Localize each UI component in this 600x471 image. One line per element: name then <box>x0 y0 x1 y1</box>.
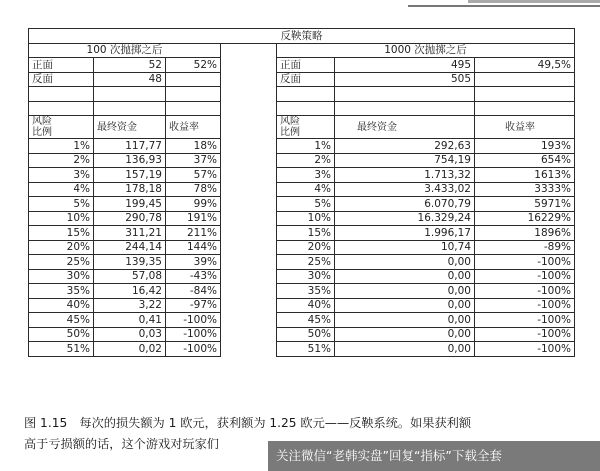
return-100-cell: 39% <box>166 255 221 270</box>
capital-1000-cell: 0,00 <box>335 313 475 328</box>
spacer-cell <box>221 240 277 255</box>
capital-1000-cell: 1.996,17 <box>335 226 475 241</box>
spacer-cell <box>221 72 277 87</box>
empty-cell <box>277 101 335 116</box>
spacer-cell <box>221 116 277 139</box>
empty-cell <box>94 87 166 102</box>
return-100-cell: 57% <box>166 168 221 183</box>
empty-cell <box>475 87 575 102</box>
risk-cell: 51% <box>29 342 94 357</box>
risk-cell: 4% <box>29 182 94 197</box>
table-row <box>29 284 575 299</box>
empty-cell <box>94 101 166 116</box>
watermark-banner: 关注微信“老韩实盘”回复“指标”下载全套 <box>268 441 600 471</box>
table-row <box>29 211 575 226</box>
return-100-cell: 18% <box>166 139 221 154</box>
anti-martingale-table <box>28 28 575 357</box>
spacer-cell <box>221 101 277 116</box>
empty-cell <box>166 87 221 102</box>
capital-1000-cell: 0,00 <box>335 298 475 313</box>
empty-cell <box>166 101 221 116</box>
spacer-cell <box>221 298 277 313</box>
risk-cell: 45% <box>277 313 335 328</box>
capital-1000-cell: 3.433,02 <box>335 182 475 197</box>
capital-100-cell: 0,41 <box>94 313 166 328</box>
empty-cell <box>475 72 575 87</box>
capital-100-cell: 136,93 <box>94 153 166 168</box>
risk-cell: 30% <box>29 269 94 284</box>
capital-100-cell: 311,21 <box>94 226 166 241</box>
header-rule-accent <box>468 0 600 3</box>
spacer-cell <box>221 139 277 154</box>
return-1000-cell: 16229% <box>475 211 575 226</box>
left-tails-label: 反面 <box>29 72 94 87</box>
spacer-cell <box>221 87 277 102</box>
return-100-cell: 37% <box>166 153 221 168</box>
risk-cell: 4% <box>277 182 335 197</box>
spacer-cell <box>221 327 277 342</box>
table-row <box>29 269 575 284</box>
risk-cell: 40% <box>277 298 335 313</box>
capital-100-cell: 117,77 <box>94 139 166 154</box>
left-heads-count: 52 <box>94 58 166 73</box>
risk-cell: 15% <box>277 226 335 241</box>
spacer-cell <box>221 58 277 73</box>
table-row <box>29 327 575 342</box>
table-row <box>29 197 575 212</box>
risk-cell: 25% <box>277 255 335 270</box>
capital-100-cell: 57,08 <box>94 269 166 284</box>
spacer-cell <box>221 269 277 284</box>
spacer-cell <box>221 197 277 212</box>
spacer-cell <box>221 168 277 183</box>
table-row <box>29 153 575 168</box>
col-header-capital-left: 最终资金 <box>94 116 166 139</box>
spacer-cell <box>221 211 277 226</box>
col-header-return-right: 收益率 <box>475 116 575 139</box>
empty-cell <box>335 101 475 116</box>
risk-cell: 5% <box>29 197 94 212</box>
empty-cell <box>29 87 94 102</box>
capital-1000-cell: 0,00 <box>335 327 475 342</box>
capital-1000-cell: 0,00 <box>335 342 475 357</box>
return-1000-cell: -100% <box>475 255 575 270</box>
table-row <box>29 255 575 270</box>
risk-cell: 45% <box>29 313 94 328</box>
return-1000-cell: 5971% <box>475 197 575 212</box>
risk-cell: 5% <box>277 197 335 212</box>
header-rule <box>408 5 600 7</box>
table-row <box>29 226 575 241</box>
capital-100-cell: 199,45 <box>94 197 166 212</box>
return-1000-cell: 3333% <box>475 182 575 197</box>
left-heads-label: 正面 <box>29 58 94 73</box>
right-tails-label: 反面 <box>277 72 335 87</box>
risk-cell: 1% <box>277 139 335 154</box>
table-row <box>29 240 575 255</box>
spacer-cell <box>221 313 277 328</box>
table-row <box>29 168 575 183</box>
capital-100-cell: 290,78 <box>94 211 166 226</box>
return-100-cell: 99% <box>166 197 221 212</box>
table-title: 反鞅策略 <box>29 29 575 44</box>
spacer-cell <box>221 342 277 357</box>
risk-cell: 25% <box>29 255 94 270</box>
risk-cell: 40% <box>29 298 94 313</box>
risk-cell: 35% <box>29 284 94 299</box>
risk-cell: 3% <box>29 168 94 183</box>
return-1000-cell: -100% <box>475 284 575 299</box>
capital-1000-cell: 0,00 <box>335 284 475 299</box>
capital-100-cell: 16,42 <box>94 284 166 299</box>
capital-1000-cell: 754,19 <box>335 153 475 168</box>
capital-100-cell: 3,22 <box>94 298 166 313</box>
table-row <box>29 313 575 328</box>
spacer-cell <box>221 255 277 270</box>
return-100-cell: -100% <box>166 327 221 342</box>
capital-1000-cell: 0,00 <box>335 255 475 270</box>
capital-100-cell: 157,19 <box>94 168 166 183</box>
risk-cell: 20% <box>277 240 335 255</box>
risk-cell: 30% <box>277 269 335 284</box>
return-100-cell: -84% <box>166 284 221 299</box>
capital-100-cell: 0,02 <box>94 342 166 357</box>
risk-cell: 2% <box>29 153 94 168</box>
right-tails-count: 505 <box>335 72 475 87</box>
capital-100-cell: 178,18 <box>94 182 166 197</box>
return-1000-cell: -100% <box>475 313 575 328</box>
return-100-cell: 191% <box>166 211 221 226</box>
empty-cell <box>29 101 94 116</box>
risk-cell: 51% <box>277 342 335 357</box>
capital-1000-cell: 10,74 <box>335 240 475 255</box>
return-100-cell: -97% <box>166 298 221 313</box>
table-row <box>29 342 575 357</box>
capital-1000-cell: 16.329,24 <box>335 211 475 226</box>
caption-line-2: 高于亏损额的话，这个游戏对玩家们 <box>24 437 219 451</box>
risk-cell: 10% <box>277 211 335 226</box>
right-heads-label: 正面 <box>277 58 335 73</box>
return-1000-cell: -100% <box>475 269 575 284</box>
table-row <box>29 182 575 197</box>
return-1000-cell: 1613% <box>475 168 575 183</box>
col-header-capital-right: 最终资金 <box>335 116 475 139</box>
risk-cell: 10% <box>29 211 94 226</box>
return-1000-cell: -89% <box>475 240 575 255</box>
spacer-cell <box>221 182 277 197</box>
return-1000-cell: 193% <box>475 139 575 154</box>
return-100-cell: 78% <box>166 182 221 197</box>
capital-100-cell: 0,03 <box>94 327 166 342</box>
left-heads-pct: 52% <box>166 58 221 73</box>
right-section-header: 1000 次抛掷之后 <box>277 43 575 58</box>
right-heads-pct: 49,5% <box>475 58 575 73</box>
return-1000-cell: 1896% <box>475 226 575 241</box>
table-row <box>29 139 575 154</box>
spacer-cell <box>221 43 277 58</box>
spacer-cell <box>221 284 277 299</box>
left-section-header: 100 次抛掷之后 <box>29 43 221 58</box>
capital-1000-cell: 292,63 <box>335 139 475 154</box>
table-row <box>29 298 575 313</box>
risk-cell: 50% <box>277 327 335 342</box>
return-1000-cell: -100% <box>475 327 575 342</box>
return-1000-cell: 654% <box>475 153 575 168</box>
risk-cell: 35% <box>277 284 335 299</box>
spacer-cell <box>221 153 277 168</box>
capital-100-cell: 244,14 <box>94 240 166 255</box>
col-header-risk-right: 风险 比例 <box>277 116 335 139</box>
capital-1000-cell: 0,00 <box>335 269 475 284</box>
return-1000-cell: -100% <box>475 342 575 357</box>
risk-cell: 15% <box>29 226 94 241</box>
return-100-cell: -43% <box>166 269 221 284</box>
return-100-cell: -100% <box>166 342 221 357</box>
capital-1000-cell: 1.713,32 <box>335 168 475 183</box>
empty-cell <box>277 87 335 102</box>
risk-cell: 20% <box>29 240 94 255</box>
return-100-cell: 144% <box>166 240 221 255</box>
risk-cell: 3% <box>277 168 335 183</box>
risk-cell: 1% <box>29 139 94 154</box>
risk-cell: 50% <box>29 327 94 342</box>
right-heads-count: 495 <box>335 58 475 73</box>
caption-line-1: 图 1.15 每次的损失额为 1 欧元，获利额为 1.25 欧元——反鞅系统。如果获利额 <box>24 416 472 430</box>
capital-100-cell: 139,35 <box>94 255 166 270</box>
empty-cell <box>475 101 575 116</box>
left-tails-count: 48 <box>94 72 166 87</box>
col-header-return-left: 收益率 <box>166 116 221 139</box>
empty-cell <box>335 87 475 102</box>
empty-cell <box>166 72 221 87</box>
capital-1000-cell: 6.070,79 <box>335 197 475 212</box>
risk-cell: 2% <box>277 153 335 168</box>
return-100-cell: 211% <box>166 226 221 241</box>
spacer-cell <box>221 226 277 241</box>
return-1000-cell: -100% <box>475 298 575 313</box>
return-100-cell: -100% <box>166 313 221 328</box>
col-header-risk-left: 风险 比例 <box>29 116 94 139</box>
